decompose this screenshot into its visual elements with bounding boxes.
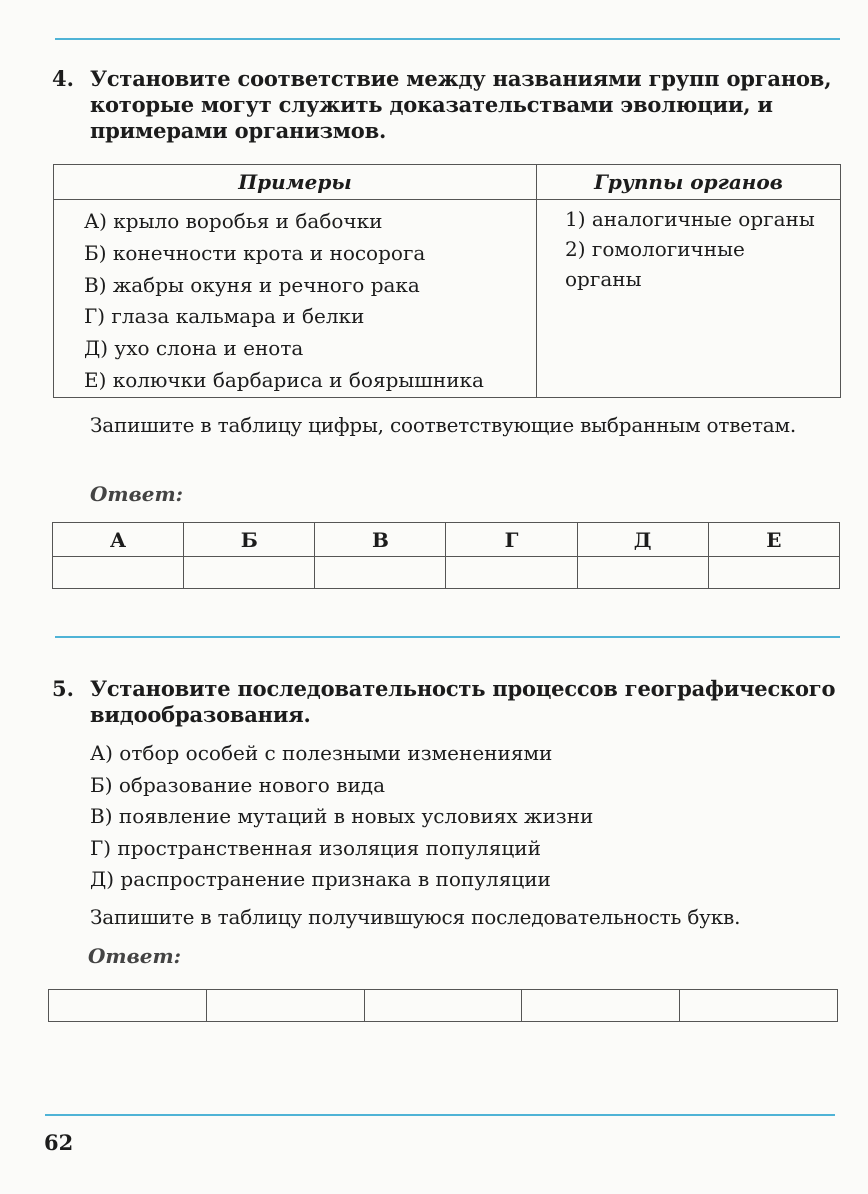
answer-input-cell[interactable]: [315, 557, 446, 589]
task4-answer-grid: [52, 522, 840, 589]
groups-header: Группы органов: [537, 165, 841, 200]
examples-header: Примеры: [54, 165, 537, 200]
example-item: Г) глаза кальмара и белки: [84, 304, 365, 329]
answer-input-cell[interactable]: [446, 557, 577, 589]
matching-table: [53, 164, 841, 398]
example-item: А) крыло воробья и бабочки: [84, 209, 383, 233]
example-item: Д) ухо слона и енота: [84, 336, 304, 361]
task4-number: 4.: [52, 66, 74, 91]
task4-question: Установите соответствие между названиями групп органов, которые могут служить доказательствами эволюции, и примерами организмов.: [90, 66, 832, 143]
answer-header-cell: Д: [577, 523, 708, 557]
groups-list: [537, 200, 840, 294]
answer-input-cell[interactable]: [206, 990, 364, 1022]
answer-header-cell: А: [53, 523, 184, 557]
answer-header-cell: В: [315, 523, 446, 557]
option-item: А) отбор особей с полезными изменениями: [90, 741, 553, 765]
examples-list: [54, 200, 536, 397]
answer-header-cell: Г: [446, 523, 577, 557]
task5-instruction: Запишите в таблицу получившуюся последовательность букв.: [90, 905, 741, 929]
answer-input-cell[interactable]: [680, 990, 838, 1022]
example-item: Е) колючки барбариса и боярышника: [84, 367, 484, 392]
answer-input-cell[interactable]: [522, 990, 680, 1022]
bottom-divider: [45, 1114, 835, 1116]
task5-answer-label: Ответ:: [88, 944, 181, 968]
option-item: Д) распространение признака в популяции: [90, 867, 551, 891]
task4-answer-label: Ответ:: [90, 482, 183, 506]
task5-question: Установите последовательность процессов географического видообразования.: [90, 676, 836, 727]
group-item: 1) аналогичные органы: [565, 207, 815, 231]
top-divider: [55, 38, 840, 40]
group-item: 2) гомологичные органы: [565, 237, 745, 291]
answer-input-cell[interactable]: [708, 557, 839, 589]
option-item: Б) образование нового вида: [90, 772, 386, 797]
option-item: Г) пространственная изоляция популяций: [90, 835, 541, 860]
answer-input-cell[interactable]: [577, 557, 708, 589]
task4-instruction: Запишите в таблицу цифры, соответствующие выбранным ответам.: [90, 413, 797, 437]
answer-input-cell[interactable]: [184, 557, 315, 589]
option-item: В) появление мутаций в новых условиях жизни: [90, 804, 594, 828]
answer-input-cell[interactable]: [364, 990, 522, 1022]
answer-input-cell[interactable]: [49, 990, 207, 1022]
answer-header-cell: Е: [708, 523, 839, 557]
middle-divider: [55, 636, 840, 638]
task5-number: 5.: [52, 676, 74, 701]
example-item: Б) конечности крота и носорога: [84, 240, 426, 265]
task5-answer-grid: [48, 989, 838, 1022]
answer-input-cell[interactable]: [53, 557, 184, 589]
task5-options: [90, 738, 593, 896]
example-item: В) жабры окуня и речного рака: [84, 272, 420, 297]
page-number: 62: [44, 1130, 74, 1155]
answer-header-cell: Б: [184, 523, 315, 557]
